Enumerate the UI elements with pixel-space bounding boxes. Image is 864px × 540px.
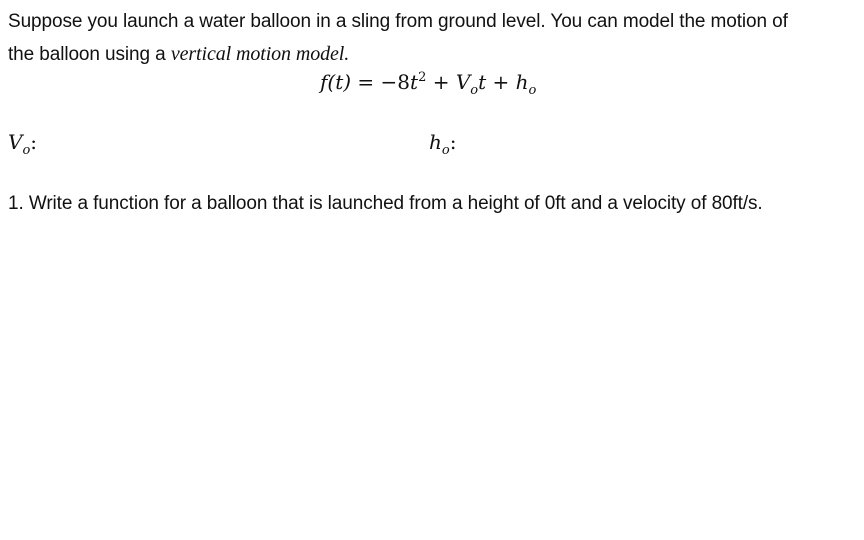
formula-t-squared-base: t: [410, 70, 419, 94]
formula-plus-1: +: [432, 70, 450, 94]
vertical-motion-formula: [320, 70, 537, 98]
vertical-motion-model-term: vertical motion model.: [170, 43, 350, 65]
formula-lhs: f(t): [320, 70, 352, 94]
v-symbol: V: [8, 130, 23, 154]
intro-paragraph: [8, 6, 858, 71]
formula-exponent: 2: [418, 70, 427, 85]
h-symbol: h: [429, 130, 442, 154]
formula-h: h: [515, 70, 529, 94]
formula-t: t: [478, 70, 487, 94]
intro-line-2: [8, 38, 858, 71]
v-subscript: o: [22, 143, 31, 158]
h-subscript: o: [441, 143, 450, 158]
initial-velocity-label: [8, 130, 38, 158]
formula-coefficient: −8: [380, 70, 411, 94]
formula-h-subscript: o: [528, 83, 537, 98]
h-colon: :: [449, 130, 457, 154]
formula-v: V: [455, 70, 471, 94]
v-colon: :: [30, 130, 38, 154]
question-1: 1. Write a function for a balloon that is launched from a height of 0ft and a velocity of 80ft/s.: [8, 193, 763, 214]
formula-equals: =: [357, 70, 375, 94]
intro-line-1: Suppose you launch a water balloon in a sling from ground level. You can model the motion of: [8, 11, 788, 32]
intro-line-2-prefix: the balloon using a: [8, 44, 166, 65]
formula-v-subscript: o: [470, 83, 479, 98]
initial-height-label: [429, 130, 457, 158]
formula-plus-2: +: [492, 70, 510, 94]
